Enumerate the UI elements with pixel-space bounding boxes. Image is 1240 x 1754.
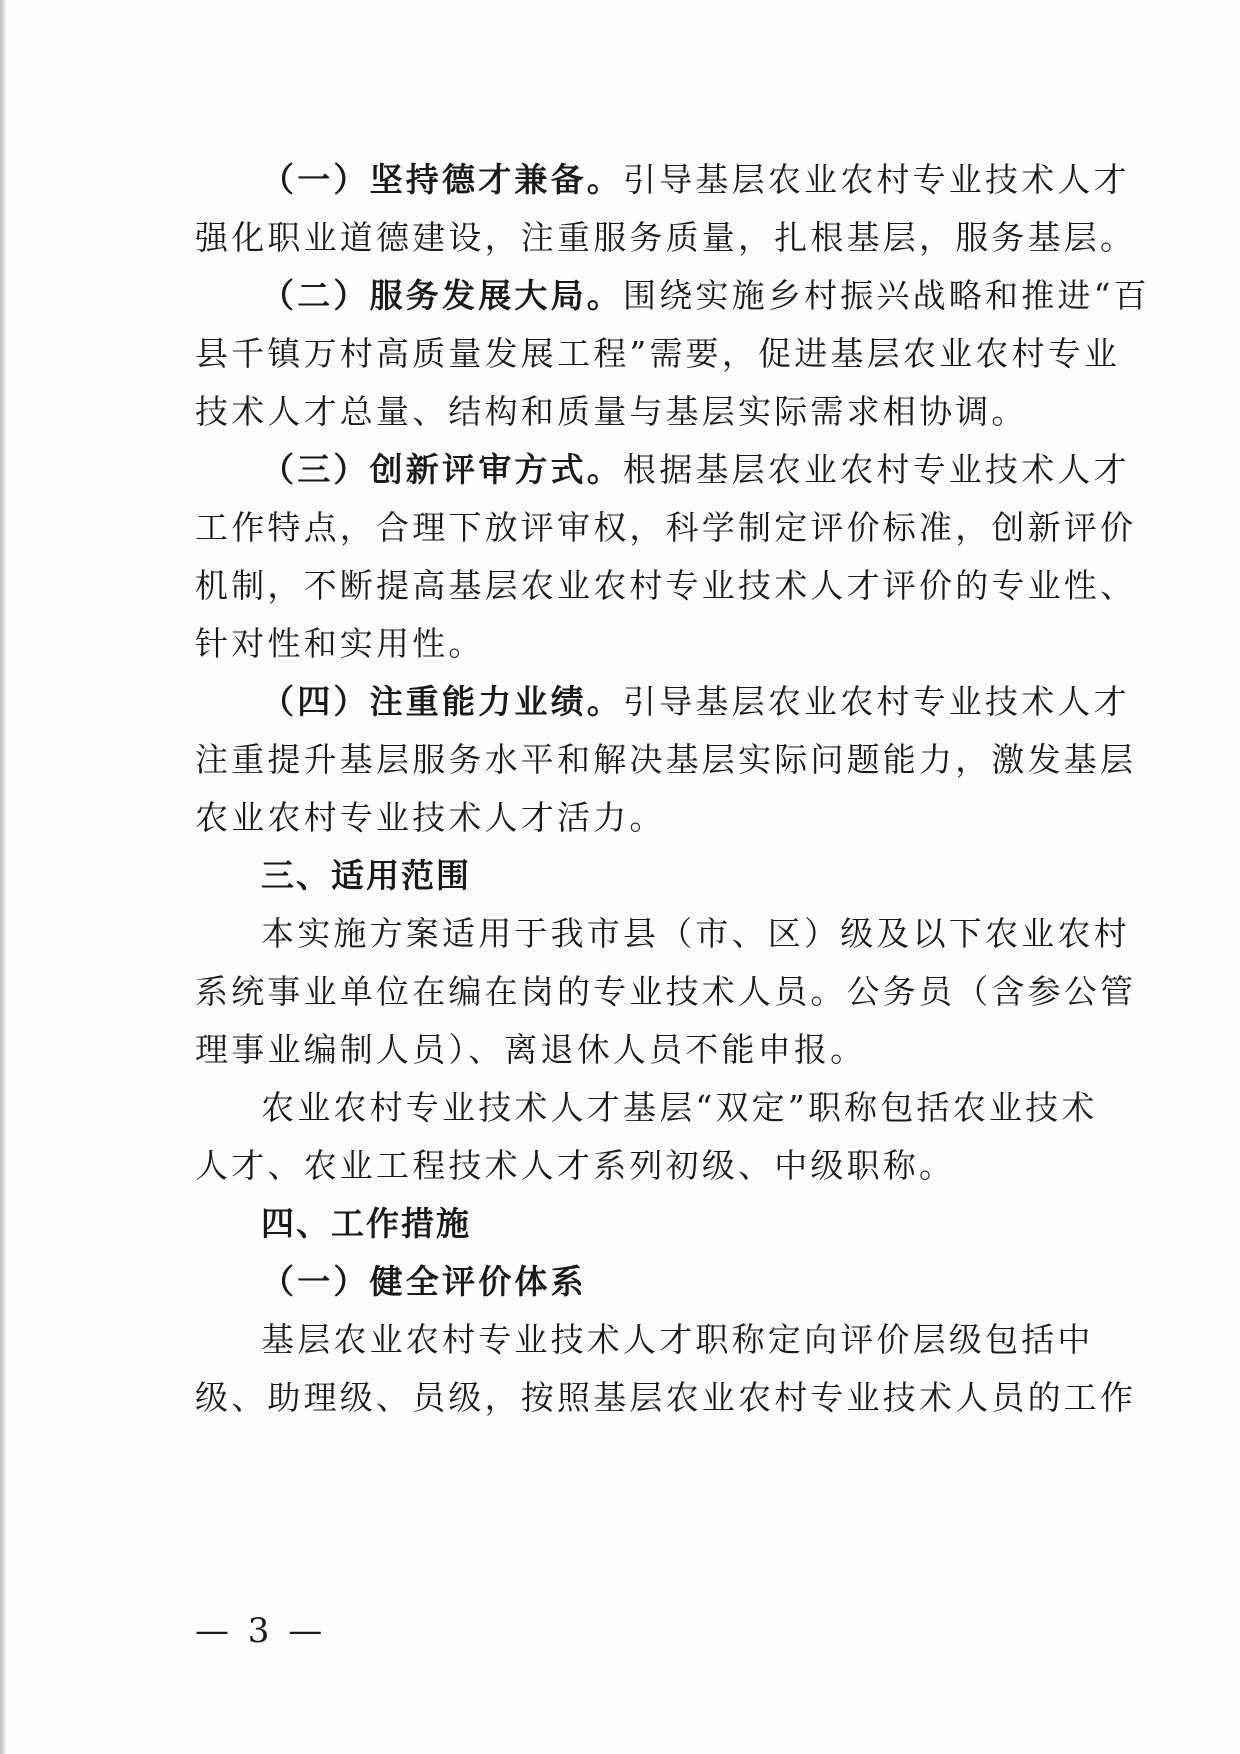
paragraph-4-lead: （四）注重能力业绩。 [261,682,623,721]
paragraph-6-line-1: 农业农村专业技术人才基层“双定”职称包括农业技术 [261,1088,1098,1127]
paragraph-4-line-3: 农业农村专业技术人才活力。 [195,798,666,837]
paragraph-4-line-2: 注重提升基层服务水平和解决基层实际问题能力，激发基层 [195,740,1137,779]
section-4-heading: 四、工作措施 [261,1204,471,1243]
paragraph-2-line-2: 县千镇万村高质量发展工程”需要，促进基层农业农村专业 [195,334,1121,373]
paragraph-5-line-1: 本实施方案适用于我市县（市、区）级及以下农业农村 [261,914,1130,953]
paragraph-7-line-2: 级、助理级、员级，按照基层农业农村专业技术人员的工作 [195,1378,1137,1417]
paragraph-7-line-1: 基层农业农村专业技术人才职称定向评价层级包括中 [261,1320,1094,1359]
paragraph-3-line-2: 工作特点，合理下放评审权，科学制定评价标准，创新评价 [195,508,1137,547]
paragraph-1-text: 引导基层农业农村专业技术人才 [623,160,1130,199]
paragraph-2-line-3: 技术人才总量、结构和质量与基层实际需求相协调。 [195,392,1028,431]
paragraph-4-line-1 [261,682,1130,722]
paragraph-1-lead: （一）坚持德才兼备。 [261,160,623,199]
paragraph-1-line-2: 强化职业道德建设，注重服务质量，扎根基层，服务基层。 [195,218,1137,257]
paragraph-4-text: 引导基层农业农村专业技术人才 [623,682,1130,721]
section-3-heading: 三、适用范围 [261,856,471,895]
paragraph-3-line-1 [261,450,1130,490]
paragraph-3-lead: （三）创新评审方式。 [261,450,623,489]
paragraph-5-line-3: 理事业编制人员）、离退休人员不能申报。 [195,1030,867,1069]
subsection-1-heading: （一）健全评价体系 [261,1262,587,1301]
paragraph-3-text: 根据基层农业农村专业技术人才 [623,450,1130,489]
paragraph-2-text: 围绕实施乡村振兴战略和推进“百 [623,276,1150,315]
scan-edge-shadow [0,0,6,1754]
paragraph-6-line-2: 人才、农业工程技术人才系列初级、中级职称。 [195,1146,956,1185]
paragraph-1-line-1 [261,160,1130,200]
paragraph-3-line-3: 机制，不断提高基层农业农村专业技术人才评价的专业性、 [195,566,1137,605]
page-number: — 3 — [195,1611,327,1651]
paragraph-2-line-1 [261,276,1150,316]
paragraph-3-line-4: 针对性和实用性。 [195,624,485,663]
paragraph-2-lead: （二）服务发展大局。 [261,276,623,315]
paragraph-5-line-2: 系统事业单位在编在岗的专业技术人员。公务员（含参公管 [195,972,1137,1011]
